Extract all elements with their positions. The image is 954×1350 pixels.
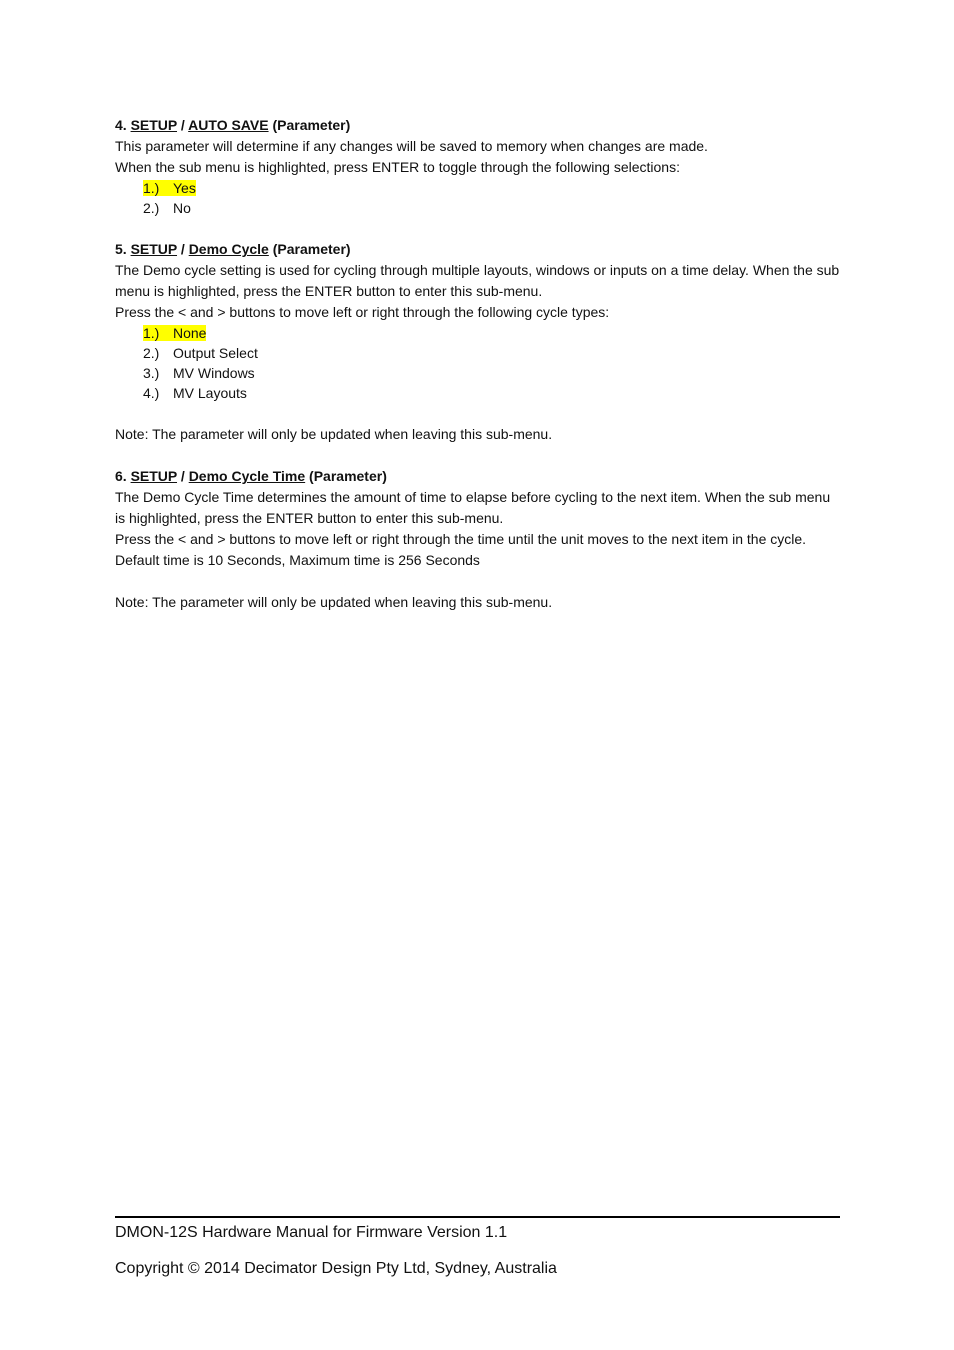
option-label: Yes [173, 180, 196, 196]
section-number: 5. [115, 241, 127, 257]
option-number: 3.) [143, 365, 160, 381]
menu-item-name: Demo Cycle [188, 241, 269, 257]
paragraph: The Demo Cycle Time determines the amount of time to elapse before cycling to the next item. When the sub menu is highlighted, press the ENTER button to enter this sub-menu. [115, 489, 831, 526]
section-heading [115, 466, 840, 487]
spacer [115, 571, 840, 592]
section-demo-cycle [115, 239, 840, 445]
menu-name: SETUP [130, 241, 178, 257]
option-label: No [173, 200, 191, 216]
spacer [115, 218, 840, 239]
footer-title: DMON-12S Hardware Manual for Firmware Version 1.1 [115, 1224, 508, 1241]
option-label: None [173, 325, 207, 341]
heading-suffix: (Parameter) [272, 241, 351, 257]
menu-item-name: Demo Cycle Time [188, 468, 306, 484]
list-item [143, 178, 840, 198]
paragraph: The Demo cycle setting is used for cycling through multiple layouts, windows or inputs on a time delay. When the sub menu is highlighted, press the ENTER button to enter this sub-menu. [115, 262, 840, 299]
section-auto-save [115, 115, 840, 218]
paragraph: Press the < and > buttons to move left or right through the time until the unit moves to the next item in the cycle. [115, 531, 807, 547]
note: Note: The parameter will only be updated when leaving this sub-menu. [115, 594, 553, 610]
footer-copyright: Copyright © 2014 Decimator Design Pty Ltd, Sydney, Australia [115, 1260, 557, 1277]
spacer [115, 403, 840, 424]
paragraph: Default time is 10 Seconds, Maximum time is 256 Seconds [115, 552, 480, 568]
paragraph: Press the < and > buttons to move left or right through the following cycle types: [115, 304, 610, 320]
page-footer [115, 1216, 840, 1280]
menu-item-name: AUTO SAVE [188, 117, 269, 133]
list-item [143, 383, 840, 403]
section-number: 4. [115, 117, 127, 133]
document-body [115, 115, 840, 613]
paragraph: This parameter will determine if any changes will be saved to memory when changes are made. [115, 138, 708, 154]
option-number: 4.) [143, 385, 160, 401]
option-number: 1.) [143, 325, 160, 341]
menu-name: SETUP [130, 468, 178, 484]
option-list [115, 178, 840, 218]
option-label: MV Layouts [173, 385, 247, 401]
section-number: 6. [115, 468, 127, 484]
heading-suffix: (Parameter) [272, 117, 351, 133]
separator: / [180, 241, 185, 257]
heading-suffix: (Parameter) [309, 468, 387, 484]
option-number: 1.) [143, 180, 160, 196]
option-number: 2.) [143, 345, 160, 361]
separator: / [180, 468, 185, 484]
option-label: MV Windows [173, 365, 255, 381]
option-number: 2.) [143, 200, 160, 216]
section-heading [115, 239, 840, 260]
section-demo-cycle-time [115, 466, 840, 613]
list-item [143, 343, 840, 363]
list-item [143, 323, 840, 343]
spacer [115, 445, 840, 466]
section-heading [115, 115, 840, 136]
list-item [143, 198, 840, 218]
menu-name: SETUP [130, 117, 178, 133]
separator: / [180, 117, 185, 133]
paragraph: When the sub menu is highlighted, press ENTER to toggle through the following selections: [115, 159, 680, 175]
option-label: Output Select [173, 345, 258, 361]
note: Note: The parameter will only be updated when leaving this sub-menu. [115, 426, 553, 442]
list-item [143, 363, 840, 383]
option-list [115, 323, 840, 403]
